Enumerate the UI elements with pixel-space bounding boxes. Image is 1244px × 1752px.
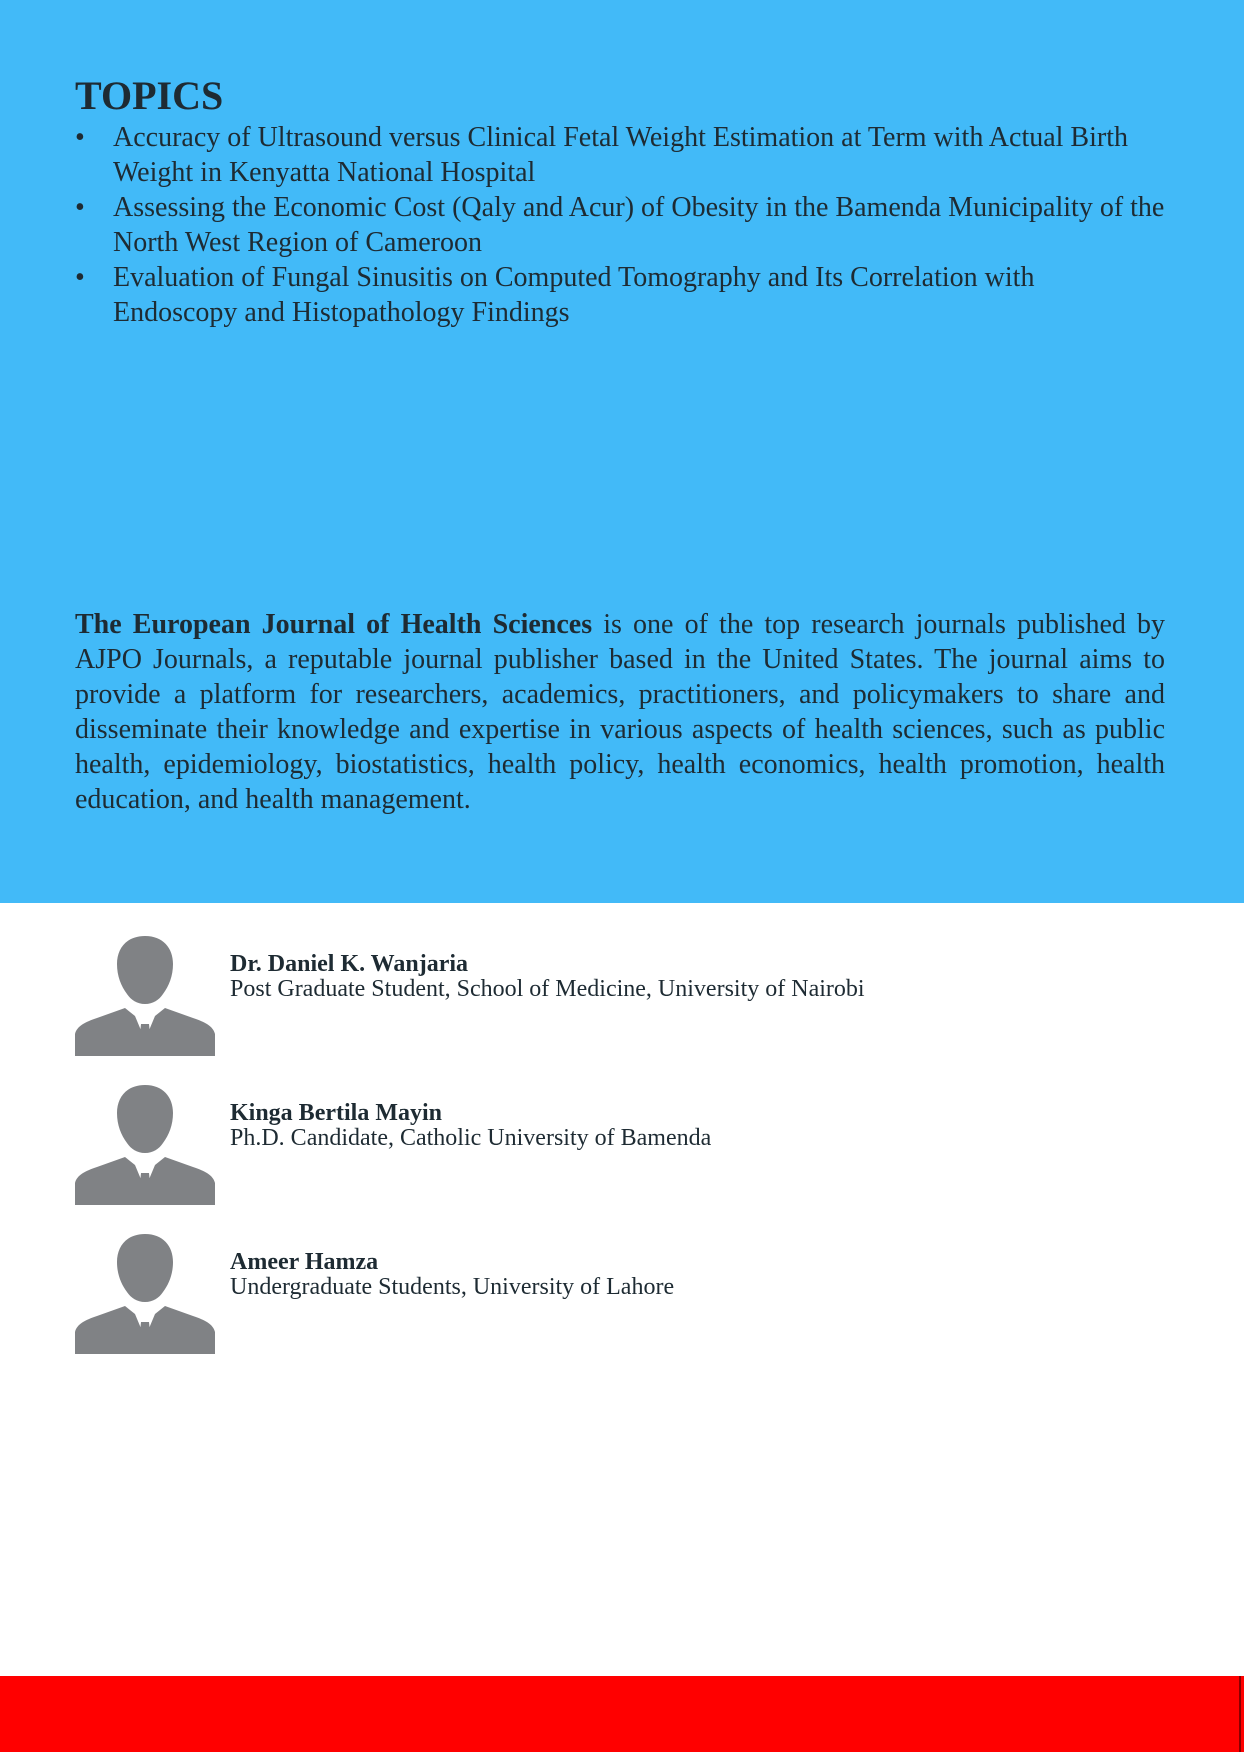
authors-list	[75, 932, 1165, 1379]
topic-item	[75, 260, 1165, 330]
topics-list	[75, 120, 1165, 330]
author-role: Ph.D. Candidate, Catholic University of Bamenda	[230, 1125, 712, 1151]
author-name: Ameer Hamza	[230, 1249, 379, 1275]
author-role: Undergraduate Students, University of Lahore	[230, 1274, 675, 1300]
author-text	[230, 952, 865, 1002]
bullet-icon: •	[75, 122, 85, 153]
topic-item	[75, 190, 1165, 260]
topic-text: Accuracy of Ultrasound versus Clinical Fetal Weight Estimation at Term with Actual Birth Weight in Kenyatta National Hospital	[113, 122, 1128, 188]
author-card	[75, 1230, 1165, 1352]
author-card	[75, 932, 1165, 1054]
bullet-icon: •	[75, 262, 85, 293]
journal-description	[75, 607, 1165, 817]
topics-section	[75, 72, 1165, 330]
red-footer-band	[0, 1676, 1244, 1752]
author-text	[230, 1250, 674, 1300]
author-name: Kinga Bertila Mayin	[230, 1100, 442, 1126]
person-silhouette-icon	[75, 1230, 215, 1354]
topic-item	[75, 120, 1165, 190]
bullet-icon: •	[75, 192, 85, 223]
author-card	[75, 1081, 1165, 1203]
topics-heading: TOPICS	[75, 73, 224, 118]
author-text	[230, 1101, 711, 1151]
topic-text: Assessing the Economic Cost (Qaly and Acur) of Obesity in the Bamenda Municipality of the North West Region of Cameroon	[113, 192, 1165, 258]
author-name: Dr. Daniel K. Wanjaria	[230, 951, 469, 977]
person-silhouette-icon	[75, 932, 215, 1056]
journal-name: The European Journal of Health Sciences	[75, 609, 593, 640]
journal-description-text: is one of the top research journals published by AJPO Journals, a reputable journal publisher based in the United States. The journal aims to provide a platform for researchers, academics, practitioners, and policymakers to share and disseminate their knowledge and expertise in various aspects of health sciences, such as public health, epidemiology, biostatistics, health policy, health economics, health promotion, health education, and health management.	[75, 609, 1165, 815]
author-role: Post Graduate Student, School of Medicine, University of Nairobi	[230, 976, 865, 1002]
topic-text: Evaluation of Fungal Sinusitis on Computed Tomography and Its Correlation with Endoscopy and Histopathology Findings	[113, 262, 1035, 328]
footer-edge-line	[1239, 1676, 1241, 1752]
person-silhouette-icon	[75, 1081, 215, 1205]
